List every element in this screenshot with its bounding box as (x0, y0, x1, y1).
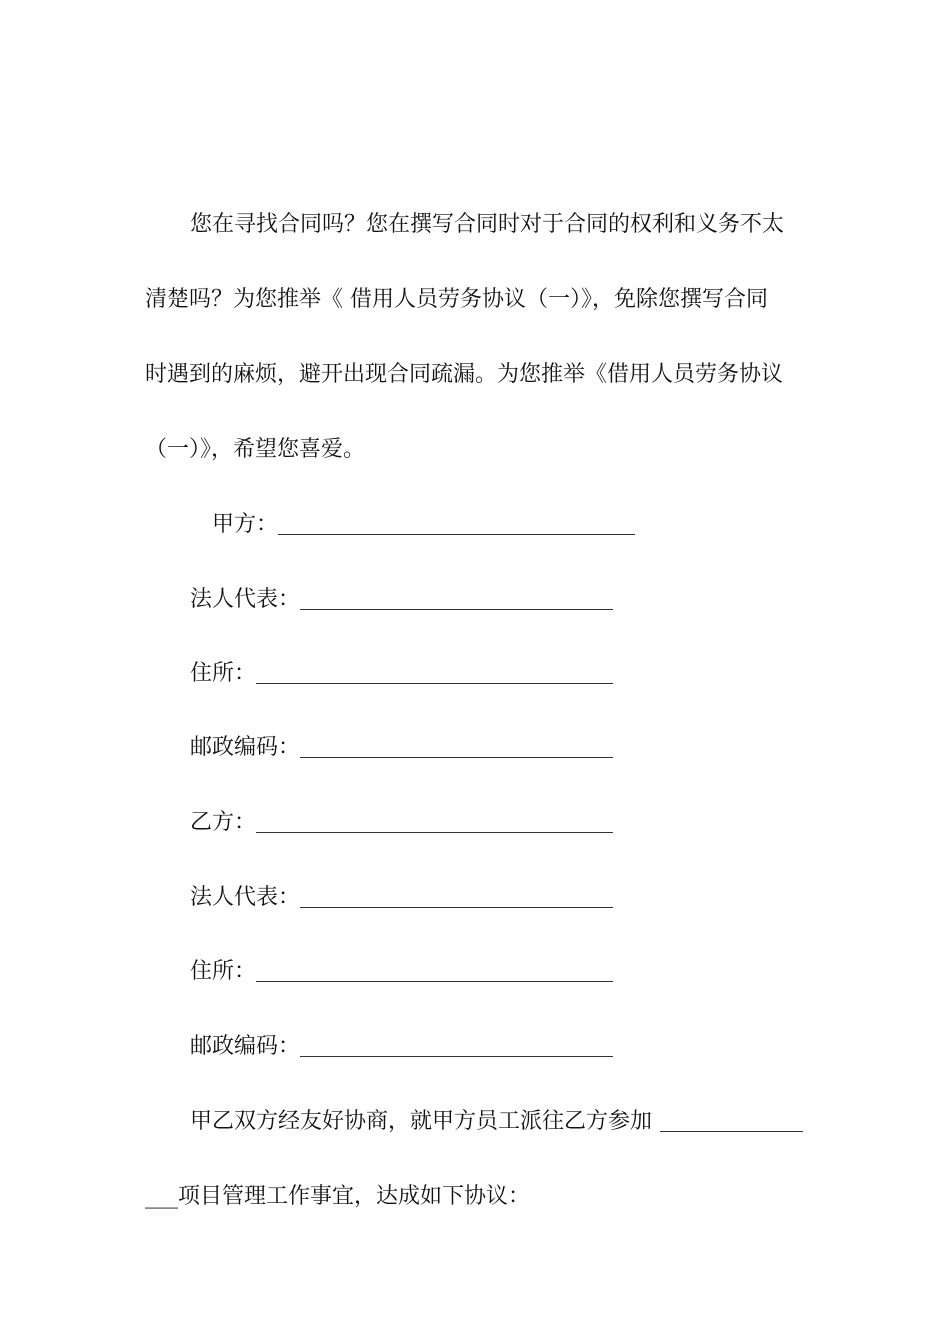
party-a-rep-blank[interactable] (300, 609, 613, 610)
intro-line-3: 时遇到的麻烦，避开出现合同疏漏。为您推举《借用人员劳务协议 (145, 362, 784, 387)
party-b-label: 乙方： (190, 810, 257, 835)
party-b-rep-blank[interactable] (300, 907, 613, 908)
party-a-postcode-label: 邮政编码： (190, 735, 301, 760)
party-a-rep-label: 法人代表： (190, 587, 301, 612)
party-a-address-blank[interactable] (256, 683, 613, 684)
party-a-address-label: 住所： (190, 661, 257, 686)
party-a-blank[interactable] (278, 534, 635, 535)
agreement-line-2-text: 项目管理工作事宜，达成如下协议： (178, 1184, 531, 1209)
party-a-label: 甲方： (212, 512, 279, 537)
intro-line-4: （一）》，希望您喜爱。 (145, 437, 366, 462)
party-b-blank[interactable] (256, 832, 613, 833)
agreement-line-1: 甲乙双方经友好协商，就甲方员工派往乙方参加 (190, 1109, 653, 1134)
project-name-blank-continued[interactable]: ___ (145, 1184, 178, 1209)
party-a-postcode-blank[interactable] (300, 757, 613, 758)
party-b-postcode-blank[interactable] (300, 1056, 613, 1057)
intro-line-1: 您在寻找合同吗？您在撰写合同时对于合同的权利和义务不太 (190, 212, 785, 237)
party-b-address-label: 住所： (190, 959, 257, 984)
party-b-rep-label: 法人代表： (190, 885, 301, 910)
party-b-address-blank[interactable] (256, 981, 613, 982)
project-name-blank[interactable] (660, 1131, 803, 1132)
agreement-line-2 (145, 1182, 530, 1212)
party-b-postcode-label: 邮政编码： (190, 1034, 301, 1059)
intro-line-2: 清楚吗？为您推举《 借用人员劳务协议（一）》，免除您撰写合同 (145, 287, 768, 312)
